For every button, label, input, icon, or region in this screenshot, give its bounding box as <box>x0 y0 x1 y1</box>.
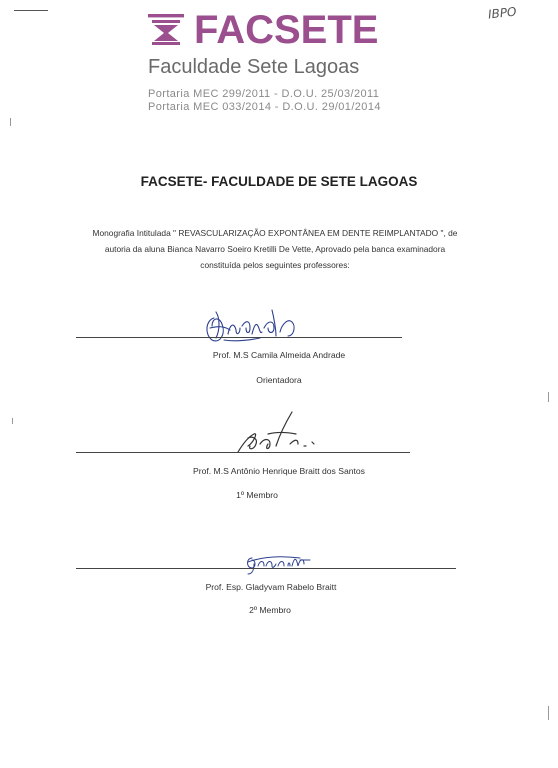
signature-line <box>76 568 456 569</box>
intro-line: Monografia Intitulada " REVASCULARIZAÇÃO EXPONTÂNEA EM DENTE REIMPLANTADO ", de <box>92 228 458 238</box>
committee-name-3: Prof. Esp. Gladyvam Rabelo Braitt <box>205 582 337 592</box>
intro-line: constituída pelos seguintes professores: <box>200 260 350 270</box>
signature-line <box>76 337 402 338</box>
scan-tick <box>12 418 13 424</box>
signature-gladyvam <box>244 552 316 576</box>
committee-role-3: 2º Membro <box>249 605 291 615</box>
logo-portaria-1: Portaria MEC 299/2011 - D.O.U. 25/03/2011 <box>148 88 380 100</box>
scan-mark <box>14 10 48 11</box>
scan-tick <box>548 392 549 402</box>
handwritten-code: IBPO <box>487 4 518 22</box>
committee-role-1: Orientadora <box>256 375 302 385</box>
logo-name: FACSETE <box>194 8 379 52</box>
logo-portaria-2: Portaria MEC 033/2014 - D.O.U. 29/01/2014 <box>148 101 381 113</box>
scan-tick <box>548 706 549 720</box>
signature-line <box>76 452 410 453</box>
scan-tick <box>10 118 11 126</box>
committee-name-2: Prof. M.S Antônio Henrique Braitt dos Santos <box>193 466 365 476</box>
facsete-emblem-icon <box>148 12 188 48</box>
facsete-logo <box>148 8 388 113</box>
intro-paragraph <box>70 225 480 273</box>
logo-subtitle: Faculdade Sete Lagoas <box>148 56 360 78</box>
signature-andrade <box>200 304 300 346</box>
page-heading: FACSETE- FACULDADE DE SETE LAGOAS <box>140 174 418 189</box>
committee-name-1: Prof. M.S Camila Almeida Andrade <box>212 350 346 360</box>
committee-role-2: 1º Membro <box>236 490 278 500</box>
intro-line: autoria da aluna Bianca Navarro Soeiro Kretilli De Vette, Aprovado pela banca examinadora <box>104 244 446 254</box>
signature-braitt-santos <box>232 408 332 458</box>
